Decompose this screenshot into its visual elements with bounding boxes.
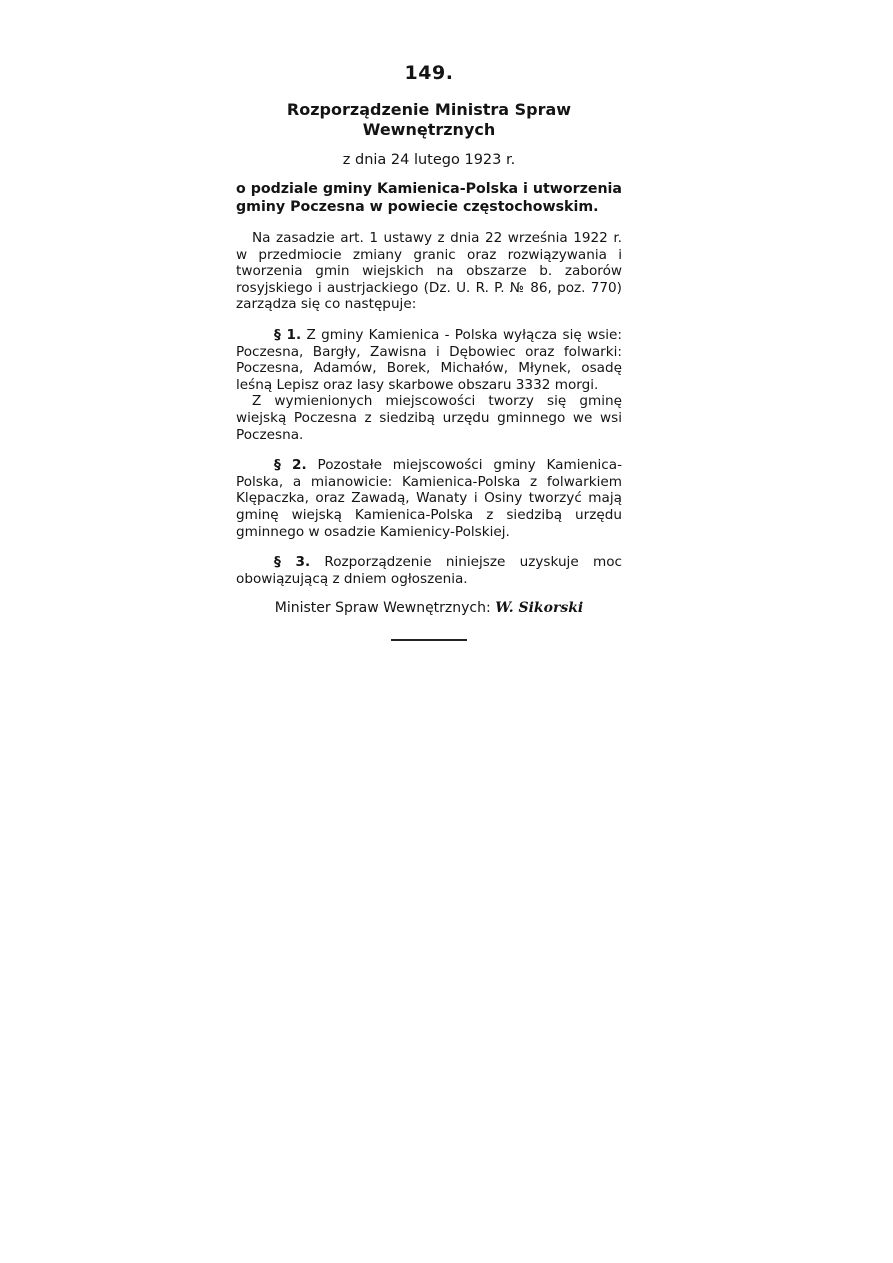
title-line-1: Rozporządzenie Ministra Spraw (286, 100, 572, 119)
section-3-text: Rozporządzenie niniejsze uzyskuje moc obowiązującą z dniem ogłoszenia. (236, 554, 622, 587)
section-3-label: § 3. (274, 554, 311, 571)
title-line-2: Wewnętrznych (362, 120, 496, 139)
section-1-text-a: Z gminy Kamienica - Polska wyłącza się wsie: Poczesna, Bargły, Zawisna i Dębowiec oraz folwarki: Poczesna, Adamów, Borek, Michałów, Młynek, osadę leśną Lepisz oraz lasy skarbowe obszaru 3332 morgi. (236, 326, 622, 393)
section-3-paragraph (236, 554, 622, 587)
closing-rule (391, 639, 467, 641)
preamble-paragraph: Na zasadzie art. 1 ustawy z dnia 22 września 1922 r. w przedmiocie zmiany granic oraz rozwiązywania i tworzenia gmin wiejskich na obszarze b. zaborów rosyjskiego i austrjackiego (Dz. U. R. P. № 86, poz. 770) zarządza się co następuje: (236, 230, 622, 313)
document-number: 149. (404, 62, 454, 84)
section-2-text: Pozostałe miejscowości gminy Kamienica-Polska, a mianowicie: Kamienica-Polska z folwarkiem Klępaczka, oraz Zawadą, Wanaty i Osiny tworzyć mają gminę wiejską Kamienica-Polska z siedzibą urzędu gminnego w osadzie Kamienicy-Polskiej. (236, 457, 622, 540)
signature-block (236, 599, 622, 617)
section-1-paragraph-b: Z wymienionych miejscowości tworzy się gminę wiejską Poczesna z siedzibą urzędu gminnego we wsi Poczesna. (236, 393, 622, 443)
signature-role: Minister Spraw Wewnętrznych: (274, 600, 491, 617)
document-date: z dnia 24 lutego 1923 r. (342, 152, 516, 168)
signature-name: W. Sikorski (495, 600, 584, 617)
section-1-label: § 1. (274, 326, 302, 343)
section-2-paragraph (236, 457, 622, 540)
document-page (236, 60, 622, 641)
section-2-label: § 2. (274, 457, 307, 474)
document-title (236, 100, 622, 140)
section-1-paragraph (236, 327, 622, 393)
document-subject: o podziale gminy Kamienica-Polska i utworzenia gminy Poczesna w powiecie częstochowskim. (236, 181, 622, 215)
